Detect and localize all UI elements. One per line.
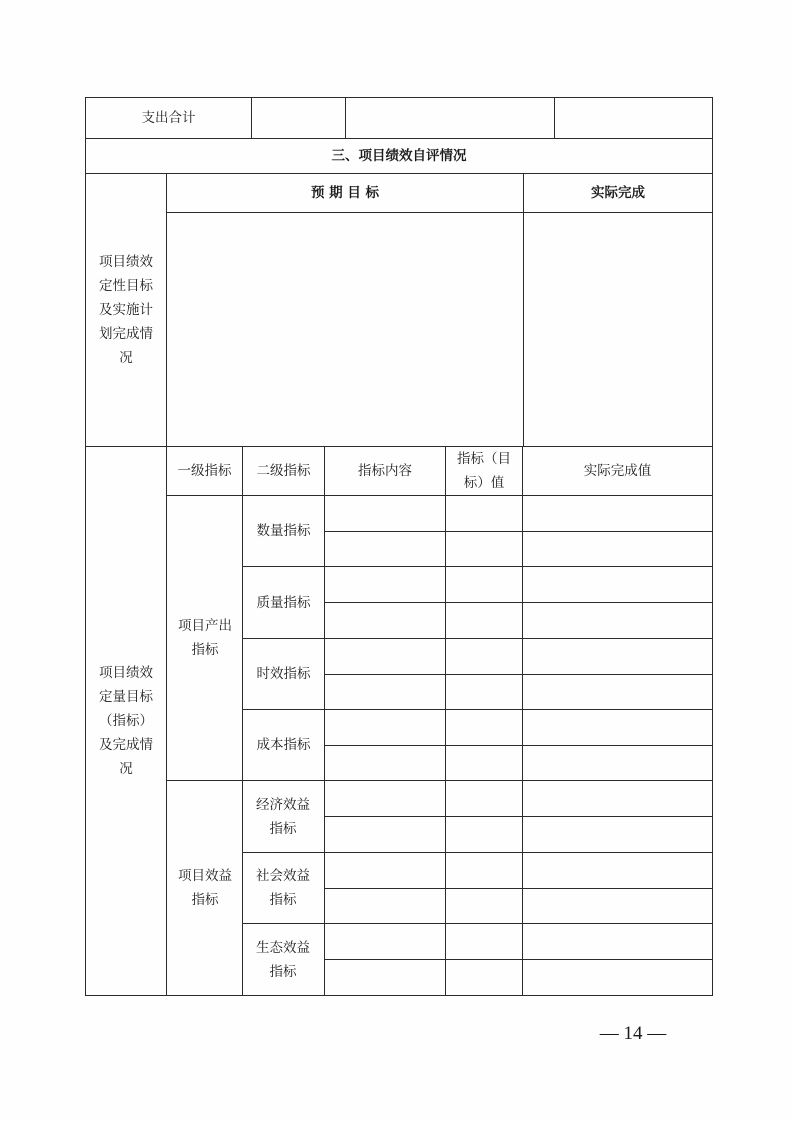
divider [166, 173, 167, 996]
divider [324, 531, 713, 532]
table-border-right [712, 97, 713, 996]
header-indicator-content: 指标内容 [358, 463, 412, 479]
divider [324, 959, 713, 960]
divider [251, 97, 252, 138]
divider [523, 173, 524, 447]
benefit-indicator-group: 项目效益指标 [178, 868, 232, 908]
quantity-indicator: 数量指标 [256, 523, 311, 539]
expected-goal-header: 预 期 目 标 [310, 185, 380, 201]
timeliness-indicator: 时效指标 [256, 666, 311, 682]
section-three-title: 三、项目绩效自评情况 [331, 148, 467, 164]
header-level2-indicator: 二级指标 [256, 463, 311, 479]
divider [324, 745, 713, 746]
divider [554, 97, 555, 138]
divider [166, 212, 713, 213]
divider [242, 923, 713, 924]
divider [324, 602, 713, 603]
divider [324, 446, 325, 996]
cost-indicator: 成本指标 [256, 737, 311, 753]
divider [445, 446, 446, 996]
header-target-value: 指标（目标）值 [457, 451, 511, 491]
quality-indicator: 质量指标 [256, 594, 311, 611]
expenditure-total-label: 支出合计 [141, 110, 196, 126]
ecological-benefit-indicator: 生态效益指标 [256, 939, 310, 980]
divider [345, 97, 346, 138]
divider [324, 674, 713, 675]
quantitative-row-label: 项目绩效定量目标（指标）及完成情况 [99, 665, 153, 777]
page-number: — 14 — [599, 1023, 667, 1044]
qualitative-row-label: 项目绩效定性目标及实施计划完成情况 [99, 254, 153, 366]
actual-completion-header: 实际完成 [591, 185, 645, 201]
divider [522, 446, 523, 996]
divider [324, 888, 713, 889]
social-benefit-indicator: 社会效益指标 [256, 868, 310, 908]
output-indicator-group: 项目产出指标 [178, 618, 232, 658]
header-actual-value: 实际完成值 [583, 463, 652, 479]
divider [166, 780, 713, 781]
table-border-bottom [85, 995, 713, 996]
economic-benefit-indicator: 经济效益指标 [256, 796, 310, 837]
divider [324, 816, 713, 817]
divider [242, 852, 713, 853]
table-border-left [85, 97, 86, 996]
header-level1-indicator: 一级指标 [177, 463, 232, 479]
